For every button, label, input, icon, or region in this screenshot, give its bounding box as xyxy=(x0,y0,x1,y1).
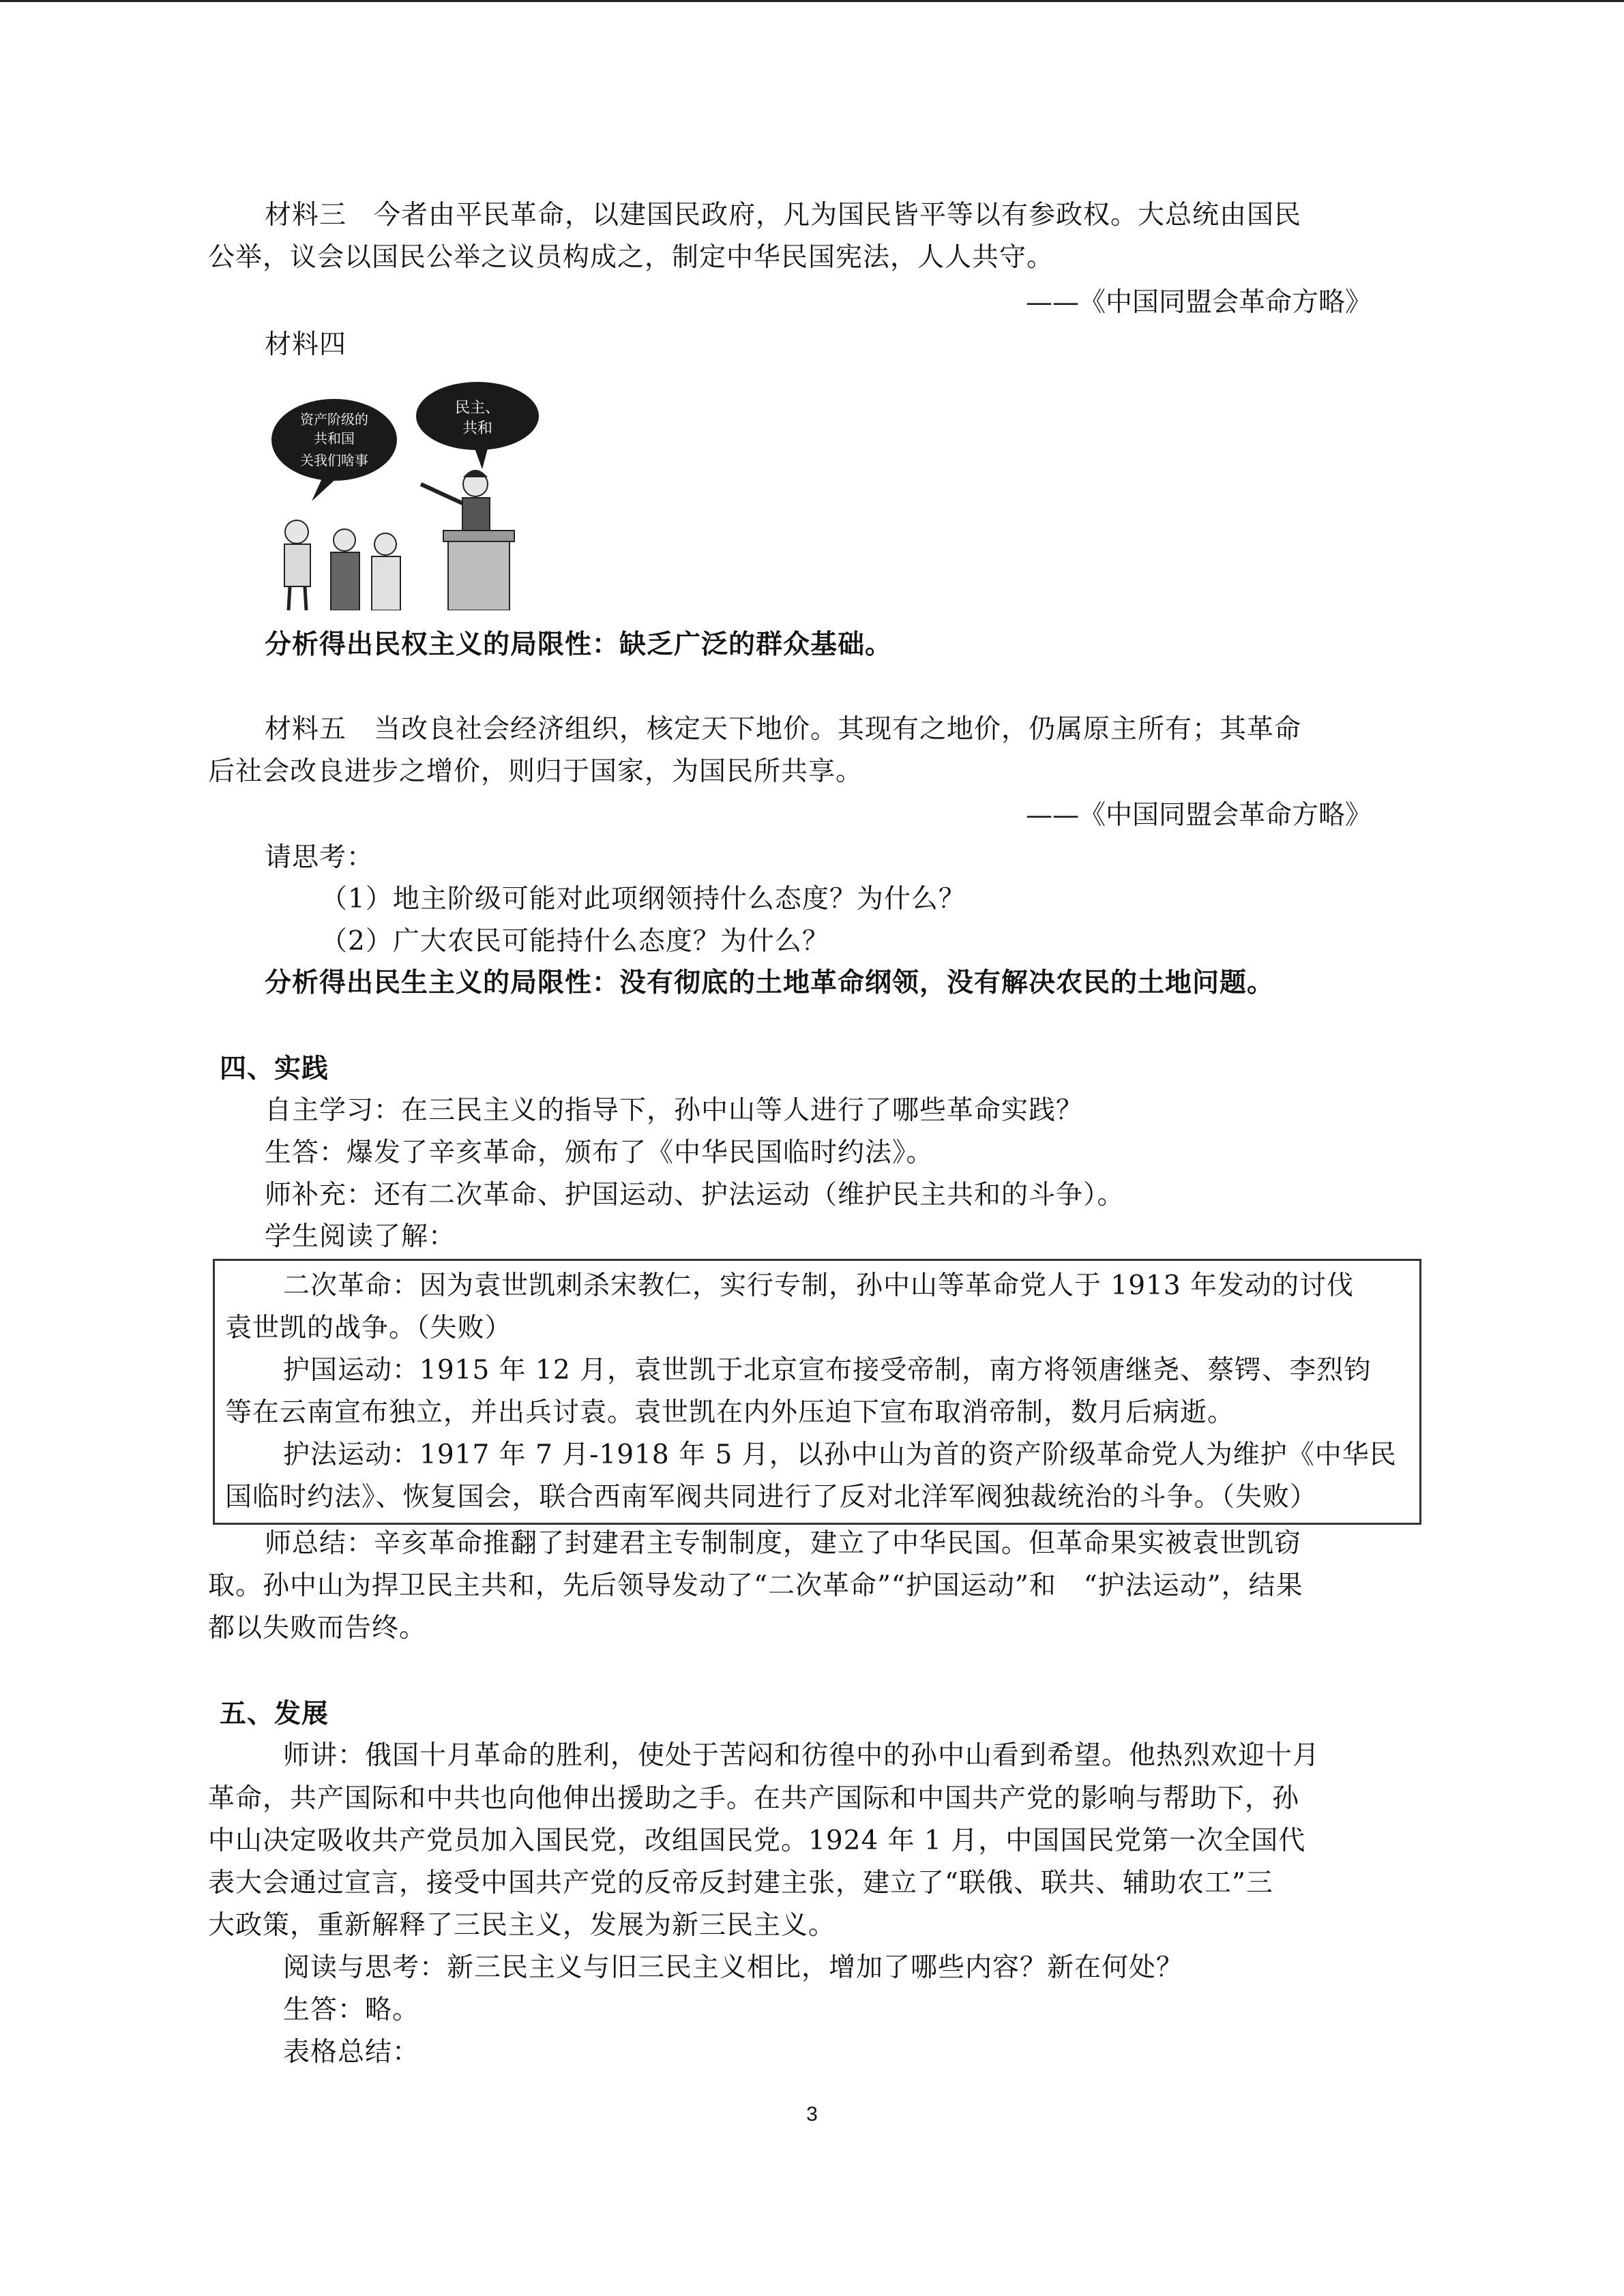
lecture-line3: 中山决定吸收共产党员加入国民党，改组国民党。1924 年 1 月，中国国民党第一次全国代 xyxy=(208,1825,1306,1856)
cartoon-illustration xyxy=(269,382,542,610)
bubble-left-line1: 资产阶级的 xyxy=(300,411,368,428)
box-line1: 二次革命：因为袁世凯刺杀宋教仁，实行专制，孙中山等革命党人于 1913 年发动的讨伐 xyxy=(283,1270,1355,1301)
self-study: 自主学习：在三民主义的指导下，孙中山等人进行了哪些革命实践？ xyxy=(265,1095,1084,1126)
student-answer-4: 生答：爆发了辛亥革命，颁布了《中华民国临时约法》。 xyxy=(265,1137,934,1168)
box-line4: 等在云南宣布独立，并出兵讨袁。袁世凯在内外压迫下宣布取消帝制，数月后病逝。 xyxy=(225,1397,1235,1428)
lecture-line2: 革命，共产国际和中共也向他伸出援助之手。在共产国际和中国共产党的影响与帮助下，孙 xyxy=(208,1783,1300,1814)
box-line3: 护国运动：1915 年 12 月，袁世凯于北京宣布接受帝制，南方将领唐继尧、蔡锷、李烈钧 xyxy=(283,1355,1372,1386)
think-label: 请思考： xyxy=(265,842,374,873)
lecture-line5: 大政策，重新解释了三民主义，发展为新三民主义。 xyxy=(208,1910,836,1941)
analysis-minsheng: 分析得出民生主义的局限性：没有彻底的土地革命纲领，没有解决农民的土地问题。 xyxy=(265,968,1275,998)
teacher-supplement: 师补充：还有二次革命、护国运动、护法运动（维护民主共和的斗争）。 xyxy=(265,1180,1125,1210)
summary-line2: 取。孙中山为捍卫民主共和，先后领导发动了“二次革命”“护国运动”和 “护法运动”，结果 xyxy=(208,1570,1303,1601)
material5-source: ——《中国同盟会革命方略》 xyxy=(1025,800,1372,831)
bubble-right-line1: 民主、 xyxy=(454,400,501,417)
analysis-minquan: 分析得出民权主义的局限性：缺乏广泛的群众基础。 xyxy=(265,629,893,660)
box-line5: 护法运动：1917 年 7 月-1918 年 5 月，以孙中山为首的资产阶级革命党人为维护《中华民 xyxy=(283,1440,1397,1470)
summary-line1: 师总结：辛亥革命推翻了封建君主专制制度，建立了中华民国。但革命果实被袁世凯窃 xyxy=(265,1528,1302,1559)
bubble-left-line2: 共和国 xyxy=(314,430,355,447)
page-number: 3 xyxy=(806,2103,818,2126)
lecture-line1: 师讲：俄国十月革命的胜利，使处于苦闷和彷徨中的孙中山看到希望。他热烈欢迎十月 xyxy=(283,1740,1320,1771)
box-line2: 袁世凯的战争。（失败） xyxy=(225,1313,512,1343)
material5-line1: 材料五 当改良社会经济组织，核定天下地价。其现有之地价，仍属原主所有；其革命 xyxy=(265,714,1302,745)
read-label: 学生阅读了解： xyxy=(265,1221,456,1252)
material3-line2: 公举，议会以国民公举之议员构成之，制定中华民国宪法，人人共守。 xyxy=(208,242,1054,273)
student-answer-5: 生答：略。 xyxy=(283,1995,420,2025)
lecture-line4: 表大会通过宣言，接受中国共产党的反帝反封建主张，建立了“联俄、联共、辅助农工”三 xyxy=(208,1868,1273,1898)
table-summary-label: 表格总结： xyxy=(283,2037,420,2068)
bubble-left-line3: 关我们啥事 xyxy=(300,452,368,468)
page-top-border xyxy=(0,0,1624,2)
box-line6: 国临时约法》、恢复国会，联合西南军阀共同进行了反对北洋军阀独裁统治的斗争。（失败） xyxy=(225,1482,1318,1512)
read-think: 阅读与思考：新三民主义与旧三民主义相比，增加了哪些内容？新在何处？ xyxy=(283,1952,1184,1983)
section4-heading: 四、实践 xyxy=(220,1054,329,1084)
material5-line2: 后社会改良进步之增价，则归于国家，为国民所共享。 xyxy=(208,756,863,787)
material4-label: 材料四 xyxy=(265,329,347,360)
bubble-right-line2: 共和 xyxy=(462,420,493,437)
summary-line3: 都以失败而告终。 xyxy=(208,1613,427,1643)
material3-line1: 材料三 今者由平民革命，以建国民政府，凡为国民皆平等以有参政权。大总统由国民 xyxy=(265,200,1302,230)
material3-source: ——《中国同盟会革命方略》 xyxy=(1025,287,1372,318)
question-2: （2）广大农民可能持什么态度？为什么？ xyxy=(321,926,829,957)
question-1: （1）地主阶级可能对此项纲领持什么态度？为什么？ xyxy=(321,884,966,914)
section5-heading: 五、发展 xyxy=(220,1699,329,1729)
